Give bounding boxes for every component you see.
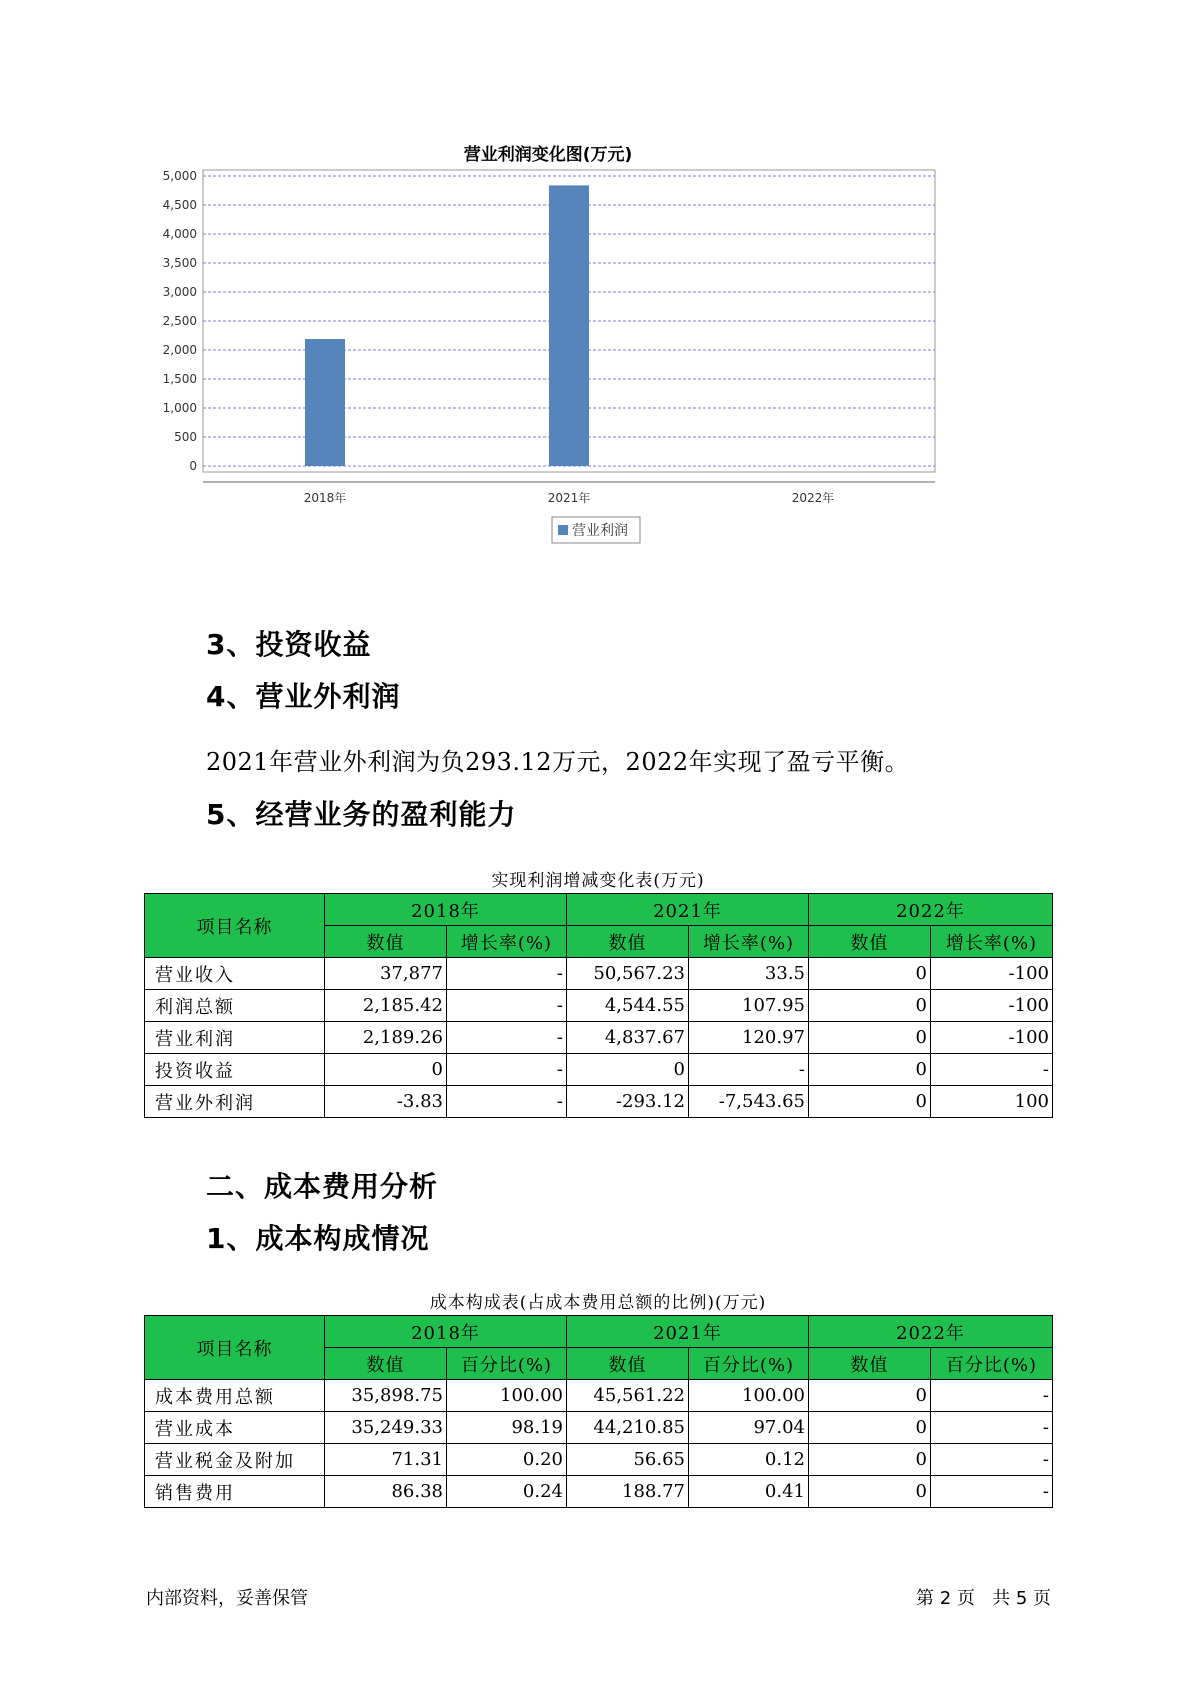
table1-cell: 120.97 — [689, 1022, 809, 1054]
table1-cell: -3.83 — [325, 1086, 447, 1118]
table1-year-header: 2018年 — [325, 894, 567, 926]
table1-cell: 4,544.55 — [567, 990, 689, 1022]
table2-row — [145, 1380, 1053, 1412]
table1-row-label: 利润总额 — [145, 990, 325, 1022]
table1-cell: 100 — [931, 1086, 1053, 1118]
table2-cell: 100.00 — [447, 1380, 567, 1412]
table2-cell: 100.00 — [689, 1380, 809, 1412]
table1-sub-header: 增长率(%) — [447, 926, 567, 958]
cost-composition-table — [144, 1315, 1053, 1508]
table2-cell: - — [931, 1380, 1053, 1412]
chart-plot-area — [163, 169, 935, 505]
table2-row-label: 营业成本 — [145, 1412, 325, 1444]
table1-sub-header: 数值 — [567, 926, 689, 958]
heading-cost-analysis: 二、成本费用分析 — [206, 1170, 439, 1203]
table2-cell: 98.19 — [447, 1412, 567, 1444]
table1-sub-header: 增长率(%) — [931, 926, 1053, 958]
table2-row-label: 成本费用总额 — [145, 1380, 325, 1412]
table1-cell: - — [447, 1086, 567, 1118]
table1-cell: 0 — [809, 990, 931, 1022]
table1-cell: 0 — [809, 1054, 931, 1086]
y-tick-label: 5,000 — [162, 169, 197, 183]
table1-row-label: 营业利润 — [145, 1022, 325, 1054]
table1-year-header: 2022年 — [809, 894, 1053, 926]
table1-cell: - — [447, 1022, 567, 1054]
y-tick-label: 3,500 — [162, 256, 197, 270]
table2-item-header: 项目名称 — [145, 1316, 325, 1380]
table2-cell: 188.77 — [567, 1476, 689, 1508]
table2-row — [145, 1412, 1053, 1444]
x-tick-label: 2022年 — [791, 491, 835, 505]
table2-cell: 86.38 — [325, 1476, 447, 1508]
table2-cell: 71.31 — [325, 1444, 447, 1476]
table1-sub-header: 数值 — [325, 926, 447, 958]
y-tick-label: 4,000 — [162, 227, 197, 241]
paragraph-non-operating-profit: 2021年营业外利润为负293.12万元，2022年实现了盈亏平衡。 — [206, 748, 910, 776]
table1-row — [145, 1022, 1053, 1054]
table1-cell: - — [689, 1054, 809, 1086]
table1-cell: 0 — [809, 1086, 931, 1118]
table1-cell: 50,567.23 — [567, 958, 689, 990]
x-tick-label: 2018年 — [303, 491, 347, 505]
table2-cell: 0 — [809, 1444, 931, 1476]
table2-row-label: 销售费用 — [145, 1476, 325, 1508]
table2-year-header: 2021年 — [567, 1316, 809, 1348]
bar — [305, 339, 345, 466]
table2-cell: - — [931, 1412, 1053, 1444]
table1-row-label: 投资收益 — [145, 1054, 325, 1086]
table2-cell: 0.41 — [689, 1476, 809, 1508]
table1-cell: 2,185.42 — [325, 990, 447, 1022]
table1-row-label: 营业外利润 — [145, 1086, 325, 1118]
table2-sub-header: 数值 — [567, 1348, 689, 1380]
y-tick-label: 0 — [189, 459, 197, 473]
table2-row — [145, 1476, 1053, 1508]
y-tick-label: 3,000 — [162, 285, 197, 299]
table1-cell: -100 — [931, 990, 1053, 1022]
heading-cost-composition: 1、成本构成情况 — [206, 1222, 430, 1255]
table1-cell: -100 — [931, 1022, 1053, 1054]
table2-sub-header: 百分比(%) — [689, 1348, 809, 1380]
table2-cell: 0 — [809, 1476, 931, 1508]
table1-row — [145, 1086, 1053, 1118]
legend-label: 营业利润 — [572, 523, 628, 539]
chart-legend — [552, 517, 640, 543]
table2-sub-header: 数值 — [325, 1348, 447, 1380]
y-tick-label: 4,500 — [162, 198, 197, 212]
table1-cell: 0 — [325, 1054, 447, 1086]
table2-sub-header: 百分比(%) — [447, 1348, 567, 1380]
table1-row-label: 营业收入 — [145, 958, 325, 990]
table2-cell: 35,898.75 — [325, 1380, 447, 1412]
table2-cell: 35,249.33 — [325, 1412, 447, 1444]
table1-cell: 33.5 — [689, 958, 809, 990]
table2-cell: - — [931, 1476, 1053, 1508]
table1-cell: 107.95 — [689, 990, 809, 1022]
table2-row — [145, 1444, 1053, 1476]
table1-row — [145, 958, 1053, 990]
table1-cell: 0 — [809, 1022, 931, 1054]
table1-sub-header: 增长率(%) — [689, 926, 809, 958]
table2-cell: 0.24 — [447, 1476, 567, 1508]
table2-year-header: 2022年 — [809, 1316, 1053, 1348]
table1-cell: 2,189.26 — [325, 1022, 447, 1054]
heading-non-operating-profit: 4、营业外利润 — [206, 680, 401, 713]
table1-row — [145, 1054, 1053, 1086]
operating-profit-chart — [150, 140, 1040, 590]
y-tick-label: 500 — [174, 430, 197, 444]
x-tick-label: 2021年 — [547, 491, 591, 505]
table2-cell: - — [931, 1444, 1053, 1476]
table2-cell: 0.12 — [689, 1444, 809, 1476]
table1-sub-header: 数值 — [809, 926, 931, 958]
heading-profitability: 5、经营业务的盈利能力 — [206, 798, 517, 831]
table2-cell: 0.20 — [447, 1444, 567, 1476]
y-tick-label: 1,000 — [162, 401, 197, 415]
table1-item-header: 项目名称 — [145, 894, 325, 958]
table2-cell: 56.65 — [567, 1444, 689, 1476]
y-tick-label: 2,500 — [162, 314, 197, 328]
legend-swatch — [558, 525, 568, 535]
footer-page-number: 第 2 页 共 5 页 — [916, 1588, 1051, 1609]
table2-sub-header: 百分比(%) — [931, 1348, 1053, 1380]
table1-cell: - — [447, 990, 567, 1022]
table2-body — [145, 1380, 1053, 1508]
table1-cell: - — [447, 958, 567, 990]
table2-year-header: 2018年 — [325, 1316, 567, 1348]
table1-cell: -7,543.65 — [689, 1086, 809, 1118]
table2-sub-header: 数值 — [809, 1348, 931, 1380]
table1-body — [145, 958, 1053, 1118]
table1-cell: - — [931, 1054, 1053, 1086]
y-tick-label: 1,500 — [162, 372, 197, 386]
table2-caption: 成本构成表(占成本费用总额的比例)(万元) — [429, 1293, 767, 1313]
chart-title: 营业利润变化图(万元) — [463, 145, 633, 165]
y-tick-label: 2,000 — [162, 343, 197, 357]
table1-year-header: 2021年 — [567, 894, 809, 926]
table2-cell: 0 — [809, 1380, 931, 1412]
footer-confidential: 内部资料，妥善保管 — [146, 1588, 308, 1609]
table1-cell: -100 — [931, 958, 1053, 990]
table1-cell: 37,877 — [325, 958, 447, 990]
table2-cell: 97.04 — [689, 1412, 809, 1444]
table1-cell: - — [447, 1054, 567, 1086]
table1-cell: 0 — [567, 1054, 689, 1086]
table1-caption: 实现利润增减变化表(万元) — [491, 871, 705, 891]
table2-cell: 45,561.22 — [567, 1380, 689, 1412]
profit-change-table — [144, 893, 1053, 1118]
table2-cell: 44,210.85 — [567, 1412, 689, 1444]
table1-cell: 0 — [809, 958, 931, 990]
table1-cell: -293.12 — [567, 1086, 689, 1118]
table1-row — [145, 990, 1053, 1022]
bar — [549, 185, 589, 466]
table2-cell: 0 — [809, 1412, 931, 1444]
heading-investment-income: 3、投资收益 — [206, 628, 372, 661]
table1-cell: 4,837.67 — [567, 1022, 689, 1054]
table2-row-label: 营业税金及附加 — [145, 1444, 325, 1476]
